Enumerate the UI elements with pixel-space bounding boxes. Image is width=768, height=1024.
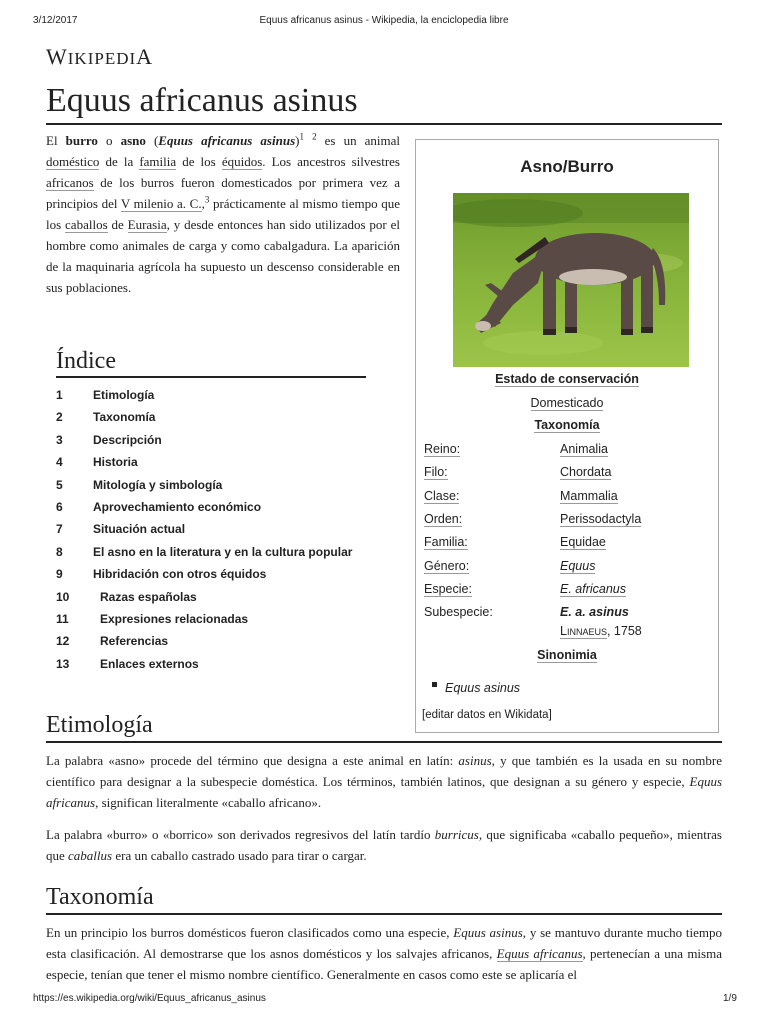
toc-item-label[interactable]: Etimología xyxy=(93,388,155,402)
taxonomy-value[interactable]: Animalia xyxy=(560,442,608,456)
taxonomy-rank: Orden: xyxy=(424,511,463,526)
toc-item-label[interactable]: Situación actual xyxy=(93,522,186,537)
taxonomy-header: Taxonomía xyxy=(534,418,600,432)
toc-item-label[interactable]: Hibridación con otros équidos xyxy=(93,567,267,582)
taxonomy-value[interactable]: Equus xyxy=(560,558,596,573)
toc-item-number: 11 xyxy=(56,611,69,626)
synonym: Equus asinus xyxy=(445,681,521,695)
toc-item-label[interactable]: Aprovechamiento económico xyxy=(93,499,262,514)
toc-item-label[interactable]: Referencias xyxy=(100,634,169,649)
toc-item-number: 6 xyxy=(56,499,63,514)
taxonomy-value[interactable]: Mammalia xyxy=(560,488,618,503)
taxonomy-value: E. a. asinus xyxy=(560,605,629,620)
taxonomy-value[interactable]: E. africanus xyxy=(560,581,627,596)
taxonomy-value[interactable]: Equidae xyxy=(560,535,606,550)
section-heading-etimologia: Etimología xyxy=(46,712,722,743)
conservation-value[interactable]: Domesticado xyxy=(530,396,604,410)
link-caballos[interactable]: caballos xyxy=(65,217,108,232)
print-date: 3/12/2017 xyxy=(33,15,78,26)
taxonomy-rank: Especie: xyxy=(424,581,472,596)
toc-item-number: 13 xyxy=(56,656,70,671)
conservation-header: Estado de conservación xyxy=(495,372,639,386)
infobox: Asno/Burro Estado de conservación Domesticado Taxonomía Reino: Animalia Filo: Chordata Clase: Mammalia Orden: Perissodactyla Familia: Equidae Género: Equus Especie: E. africanus Subespecie: E. a. asinus Linnaeus, 1758 Sinonimia Equus asinus [editar datos en Wikidata] xyxy=(415,139,719,733)
link-africanos[interactable]: africanos xyxy=(46,175,94,190)
ref-1[interactable]: 1 xyxy=(299,131,304,142)
wikipedia-logo[interactable]: WIKIPEDIA xyxy=(46,44,154,69)
etimologia-paragraph-1: La palabra «asno» procede del término que designa a este animal en latín: asinus, y que también es la usada en su nombre científico para designar a la subespecie doméstica. Los términos, también latinos, que designan a su género y especie, Equus africanus, significan literalmente «caballo africano». xyxy=(46,753,722,810)
toc-item-label[interactable]: Taxonomía xyxy=(93,410,156,425)
toc-item-number: 5 xyxy=(56,477,63,492)
toc-item-number: 3 xyxy=(56,432,63,447)
taxonomy-rank: Familia: xyxy=(424,535,468,550)
synonymy-header: Sinonimia xyxy=(537,648,597,662)
taxonomy-rank: Género: xyxy=(424,558,470,573)
taxonomy-rank: Subespecie: xyxy=(424,605,493,620)
toc-title: Índice xyxy=(56,348,366,378)
taxonomy-rank: Clase: xyxy=(424,488,460,503)
link-familia[interactable]: familia xyxy=(139,154,177,169)
donkey-image xyxy=(453,193,689,367)
ref-2[interactable]: 2 xyxy=(312,131,317,142)
toc-item-number: 4 xyxy=(56,455,63,470)
toc-item-number: 8 xyxy=(56,544,63,559)
toc-item-number: 2 xyxy=(56,410,63,425)
toc-item-label[interactable]: Razas españolas xyxy=(100,589,197,604)
taxonomy-value[interactable]: Chordata xyxy=(560,465,612,480)
link-eurasia[interactable]: Eurasia xyxy=(127,217,167,232)
authority-link[interactable]: Linnaeus xyxy=(560,624,607,638)
toc-item-label[interactable]: El asno en la literatura y en la cultura popular xyxy=(93,544,353,559)
bullet-icon xyxy=(432,682,437,687)
etimologia-paragraph-2: La palabra «burro» o «borrico» son derivados regresivos del latín tardío burricus, que significaba «caballo pequeño», mientras que caballus era un caballo castrado usado para tirar o cargar. xyxy=(46,827,722,863)
print-title: Equus africanus asinus - Wikipedia, la enciclopedia libre xyxy=(259,15,509,26)
taxonomy-value[interactable]: Perissodactyla xyxy=(560,511,642,526)
intro-paragraph: El burro o asno (Equus africanus asinus)$^1$ $^2$ es un animal doméstico de la familia de los équidos. Los ancestros silvestres africanos de los burros fueron domesticados por primera vez a principios del V milenio a. C.,$^3$ prácticamente al mismo tiempo que los caballos de Eurasia, y desde entonces han sido utilizados por el hombre como animales de carga y como cabalgadura. La aparición de la maquinaria agrícola ha supuesto un descenso considerable en sus poblaciones. xyxy=(46,131,401,295)
donkey-photo[interactable] xyxy=(453,193,689,367)
section-heading-taxonomia: Taxonomía xyxy=(46,884,722,915)
print-page-number: 1/9 xyxy=(723,993,737,1004)
infobox-title: Asno/Burro xyxy=(520,157,614,176)
toc-item-label[interactable]: Enlaces externos xyxy=(100,656,199,671)
toc-item-label[interactable]: Mitología y simbología xyxy=(93,477,223,492)
toc-item-number: 12 xyxy=(56,634,70,649)
taxonomy-rank: Filo: xyxy=(424,465,448,480)
link-equus-africanus[interactable]: Equus africanus xyxy=(496,946,583,961)
edit-wikidata-link[interactable]: [editar datos en Wikidata] xyxy=(422,709,552,721)
link-milenio[interactable]: V milenio a. C. xyxy=(120,196,202,211)
toc-item-number: 10 xyxy=(56,589,70,604)
toc-item-number: 9 xyxy=(56,567,63,582)
toc-item-label[interactable]: Descripción xyxy=(93,432,162,447)
ref-3[interactable]: 3 xyxy=(204,194,210,205)
article-title: Equus africanus asinus xyxy=(46,82,722,125)
print-url: https://es.wikipedia.org/wiki/Equus_africanus_asinus xyxy=(33,993,266,1004)
toc-item-number: 7 xyxy=(56,522,63,537)
taxonomy-rank: Reino: xyxy=(424,442,461,456)
link-equidos[interactable]: équidos xyxy=(221,154,263,169)
toc-item-label[interactable]: Historia xyxy=(93,455,138,470)
link-domestico[interactable]: doméstico xyxy=(46,154,100,169)
toc-item-number: 1 xyxy=(56,388,63,402)
toc-item-label[interactable]: Expresiones relacionadas xyxy=(100,611,249,626)
taxonomia-paragraph-1: En un principio los burros domésticos fueron clasificados como una especie, Equus asinus, y se mantuvo durante mucho tiempo esta clasificación. Al demostrarse que los asnos domésticos y los salvajes africanos, Equus africanus, pertenecían a una misma especie, tenían que tener el mismo nombre científico. Generalmente en casos como este se aplicaría el xyxy=(46,925,722,982)
